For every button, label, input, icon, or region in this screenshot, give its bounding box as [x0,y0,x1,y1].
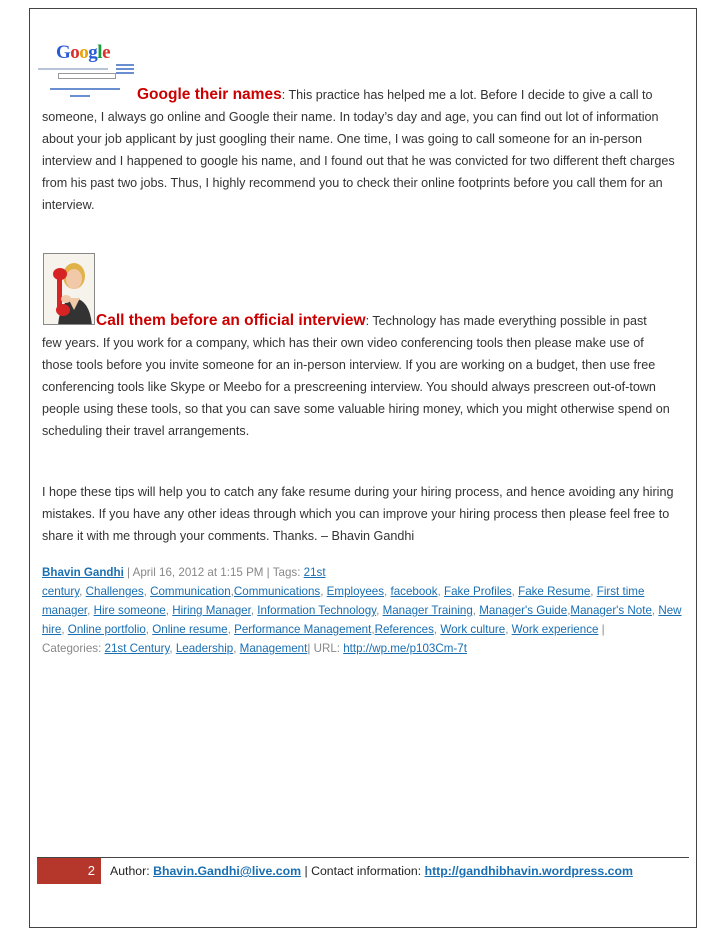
closing-text: share it with me through your comments. Thanks. – Bhavin Gandhi [42,529,415,543]
tag-link[interactable]: Work experience [511,623,599,636]
section1-text: : This practice has helped me a lot. Before I decide to give a call to [281,88,653,102]
closing-text: mistakes. If you have any other ideas through which you can improve your hiring process then please feel free to [42,507,670,521]
tag-link[interactable]: Fake Profiles [444,585,512,598]
closing-text: I hope these tips will help you to catch any fake resume during your hiring process, and hence avoiding any hiring [42,485,674,499]
tag-link[interactable]: Communication [150,585,231,598]
section-google-names [42,84,682,216]
category-link[interactable]: Management [239,642,308,655]
tag-link[interactable]: Online portfolio [67,623,146,636]
footer-separator: | Contact information: [301,864,425,878]
tag-link[interactable]: Manager Training [382,604,473,617]
section1-text: about your job applicant by just googling their name. One time, I was going to call someone for an in-person [42,132,642,146]
page-number: 2 [37,858,101,884]
tag-link[interactable]: Challenges [85,585,144,598]
tag-link[interactable]: Hire someone [93,604,166,617]
short-url-link[interactable]: http://wp.me/p103Cm-7t [343,642,467,655]
author-link[interactable]: Bhavin Gandhi [42,566,124,579]
post-meta-line-3: manager, Hire someone, Hiring Manager, Information Technology, Manager Training, Manager's Guide,Manager's Note, New [42,604,682,617]
footer-contact [110,864,633,878]
section2-first-line [42,310,682,332]
contact-url-link[interactable]: http://gandhibhavin.wordpress.com [424,864,633,878]
post-meta-line-2: century, Challenges, Communication,Communications, Employees, facebook, Fake Profiles, Fake Resume, First time [42,585,645,598]
post-meta-line-5: Categories: 21st Century, Leadership, Management| URL: http://wp.me/p103Cm-7t [42,642,467,655]
tag-link[interactable]: hire [42,623,62,636]
tag-link[interactable]: Employees [326,585,385,598]
tag-link[interactable]: New [658,604,682,617]
google-search-bar [38,68,108,70]
tag-link[interactable]: Communications [233,585,321,598]
post-date: | April 16, 2012 at 1:15 PM | Tags: [123,566,304,579]
post-meta [42,563,682,658]
tag-link[interactable]: References [374,623,434,636]
section1-text: someone, I always go online and Google their name. In today’s day and age, you can find out lot of information [42,110,659,124]
section1-heading: Google their names [137,86,282,103]
tag-link[interactable]: Hiring Manager [172,604,251,617]
tag-link[interactable]: Manager's Guide [479,604,568,617]
google-side-links [116,64,134,78]
categories-label: Categories: [42,642,105,655]
tag-link[interactable]: Online resume [152,623,228,636]
category-link[interactable]: Leadership [175,642,234,655]
footer-author-label: Author: [110,864,154,878]
section1-text: from his past two jobs. Thus, I highly recommend you to check their online footprints before you call them for an [42,176,663,190]
section1-text: interview and I happened to google his name, and I found out that he was convicted for two different theft charges [42,154,675,168]
section2-heading: Call them before an official interview [96,312,366,329]
footer-divider [37,857,689,858]
url-label: | URL: [307,642,344,655]
section-call-before-interview [42,310,682,442]
post-meta-line-1 [42,563,682,582]
category-link[interactable]: 21st Century [104,642,170,655]
section2-text: conferencing tools like Skype or Meebo for a prescreening interview. You should always prescreen out-of-town [42,380,656,394]
section1-text: interview. [42,198,95,212]
tag-link[interactable]: century [42,585,80,598]
tag-link[interactable]: facebook [390,585,438,598]
section1-first-line [42,84,682,106]
tag-link[interactable]: Fake Resume [518,585,591,598]
tag-link[interactable]: Work culture [440,623,506,636]
tag-link[interactable]: Performance Management [234,623,372,636]
tag-link[interactable]: 21st [303,566,326,579]
google-search-box [58,73,116,79]
post-meta-line-4: hire, Online portfolio, Online resume, Performance Management,References, Work culture, Work experience | [42,623,605,636]
section2-text: scheduling their travel arrangements. [42,424,250,438]
tag-link[interactable]: manager [42,604,88,617]
section2-text: few years. If you work for a company, which has their own video conferencing tools then please make use of [42,336,644,350]
tag-link[interactable]: First time [596,585,645,598]
author-email-link[interactable]: Bhavin.Gandhi@live.com [153,864,302,878]
google-logo: Google [56,42,110,63]
section2-text: : Technology has made everything possible in past [365,314,647,328]
tag-link[interactable]: Information Technology [257,604,377,617]
section2-text: those tools before you invite someone for an in-person interview. If you are working on a budget, then use free [42,358,656,372]
tag-link[interactable]: Manager's Note [570,604,652,617]
section2-text: people using these tools, so that you can save some valuable hiring money, which you might otherwise spend on [42,402,670,416]
closing-paragraph [42,481,682,547]
